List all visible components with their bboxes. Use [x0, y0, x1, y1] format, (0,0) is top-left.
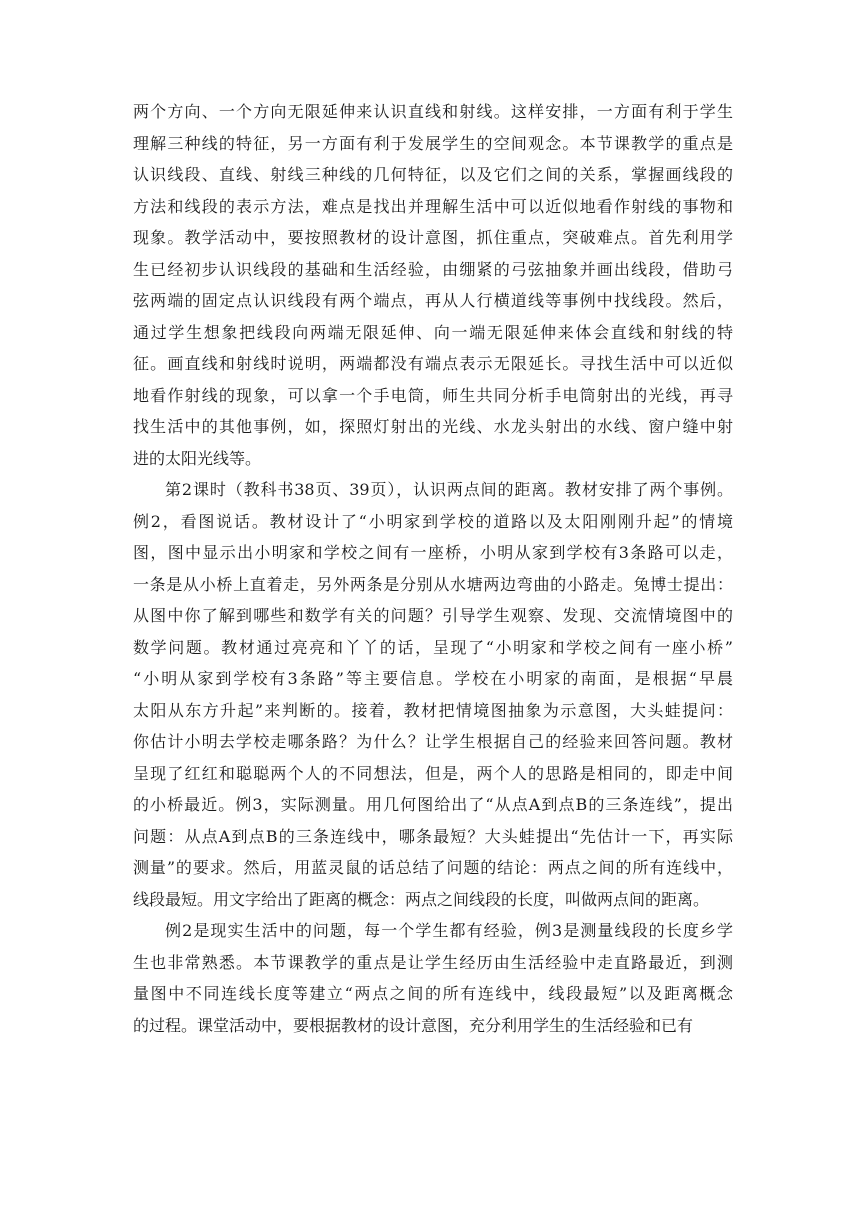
text-line: 现象。教学活动中，要按照教材的设计意图，抓住重点，突破难点。首先利用学 [133, 228, 733, 247]
text-line: 呈现了红红和聪聪两个人的不同想法，但是，两个人的思路是相同的，即走中间 [133, 763, 733, 783]
text-line: 的过程。课堂活动中，要根据教材的设计意图，充分利用学生的生活经验和已有 [133, 1015, 694, 1035]
text-line: 生已经初步认识线段的基础和生活经验，由绷紧的弓弦抽象并画出线段，借助弓 [133, 259, 733, 279]
text-line: 找生活中的其他事例，如，探照灯射出的光线、水龙头射出的水线、窗户缝中射 [133, 417, 733, 436]
paragraph-3 [133, 915, 733, 1041]
text-line: 线段最短。用文字给出了距离的概念：两点之间线段的长度，叫做两点间的距离。 [133, 889, 710, 909]
text-line: “小明从家到学校有3条路”等主要信息。学校在小明家的南面，是根据“早晨 [133, 669, 733, 688]
text-line: 太阳从东方升起”来判断的。接着，教材把情境图抽象为示意图，大头蛙提问： [133, 700, 733, 720]
text-line: 图，图中显示出小明家和学校之间有一座桥，小明从家到学校有3条路可以走， [133, 543, 733, 562]
text-line: 问题：从点A到点B的三条连线中，哪条最短？大头蛙提出“先估计一下，再实际 [133, 826, 733, 846]
text-line: 方法和线段的表示方法，难点是找出并理解生活中可以近似地看作射线的事物和 [133, 196, 733, 216]
text-line: 量图中不同连线长度等建立“两点之间的所有连线中，线段最短”以及距离概念 [133, 984, 733, 1003]
paragraph-2 [133, 474, 733, 915]
text-line: 理解三种线的特征，另一方面有利于发展学生的空间观念。本节课教学的重点是 [133, 133, 733, 153]
text-line: 两个方向、一个方向无限延伸来认识直线和射线。这样安排，一方面有利于学生 [133, 102, 733, 121]
text-line: 例2，看图说话。教材设计了“小明家到学校的道路以及太阳刚刚升起”的情境 [133, 511, 733, 531]
text-line: 数学问题。教材通过亮亮和丫丫的话，呈现了“小明家和学校之间有一座小桥” [133, 637, 733, 657]
text-line: 认识线段、直线、射线三种线的几何特征，以及它们之间的关系，掌握画线段的 [133, 165, 733, 184]
text-line: 征。画直线和射线时说明，两端都没有端点表示无限延长。寻找生活中可以近似 [133, 354, 733, 373]
text-line: 第2课时（教科书38页、39页），认识两点间的距离。教材安排了两个事例。 [165, 480, 733, 499]
text-line: 的小桥最近。例3，实际测量。用几何图给出了“从点A到点B的三条连线”，提出 [133, 795, 733, 814]
text-line: 生也非常熟悉。本节课教学的重点是让学生经历由生活经验中走直路最近，到测 [133, 952, 733, 972]
text-line: 弦两端的固定点认识线段有两个端点，再从人行横道线等事例中找线段。然后， [133, 291, 733, 310]
text-line: 测量”的要求。然后，用蓝灵鼠的话总结了问题的结论：两点之间的所有连线中， [133, 858, 733, 877]
text-line: 通过学生想象把线段向两端无限延伸、向一端无限延伸来体会直线和射线的特 [133, 322, 733, 342]
text-line: 一条是从小桥上直着走，另外两条是分别从水塘两边弯曲的小路走。兔博士提出： [133, 574, 733, 594]
text-line: 进的太阳光线等。 [133, 448, 262, 468]
text-line: 你估计小明去学校走哪条路？为什么？让学生根据自己的经验来回答问题。教材 [133, 732, 733, 751]
paragraph-1 [133, 96, 733, 474]
document-page [133, 96, 733, 1041]
text-line: 地看作射线的现象，可以拿一个手电筒，师生共同分析手电筒射出的光线，再寻 [133, 385, 733, 405]
text-line: 例2是现实生活中的问题，每一个学生都有经验，例3是测量线段的长度乡学 [165, 921, 733, 940]
text-line: 从图中你了解到哪些和数学有关的问题？引导学生观察、发现、交流情境图中的 [133, 606, 733, 625]
